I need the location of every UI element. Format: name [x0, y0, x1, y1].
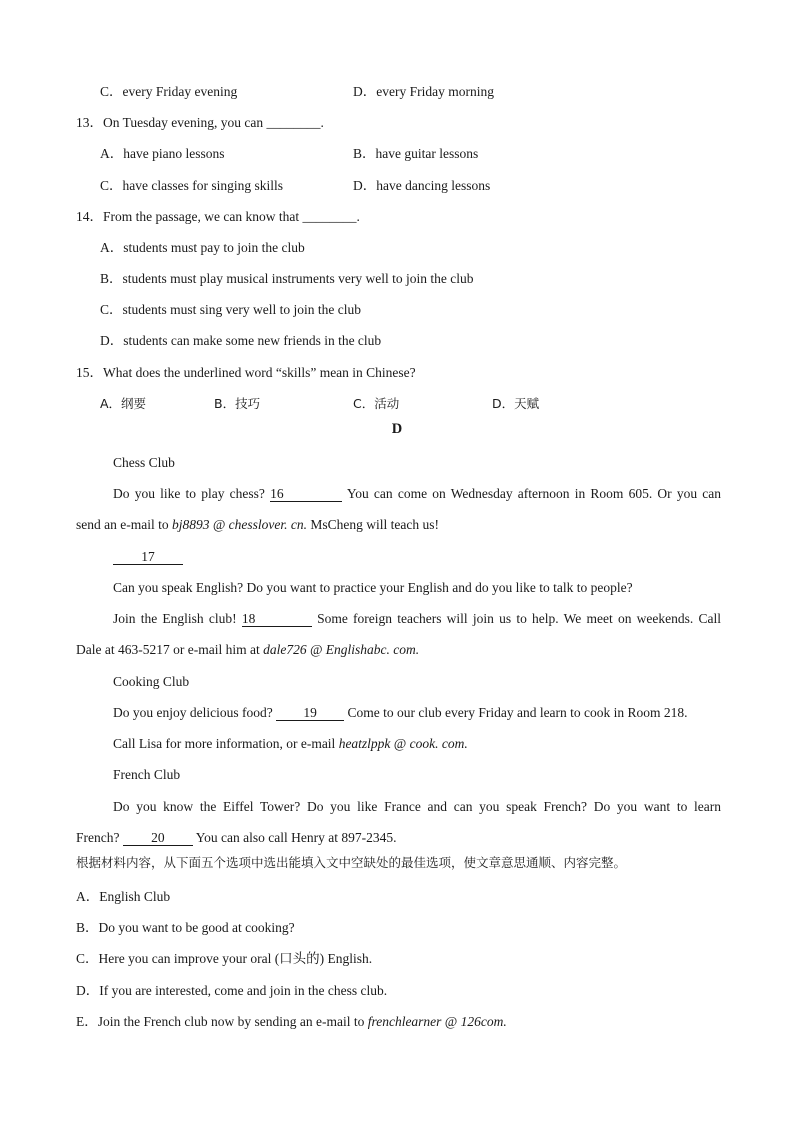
option-a: A．English Club [76, 889, 171, 904]
cooking-club-heading: Cooking Club [113, 674, 190, 689]
blank-19: 19 [276, 705, 344, 721]
english-club-line-1: Can you speak English? Do you want to practice your English and do you like to talk to people? [113, 580, 633, 595]
option-e: E．Join the French club now by sending an e-mail to frenchlearner @ 126com. [76, 1014, 507, 1029]
chess-club-heading: Chess Club [113, 455, 175, 470]
cooking-club-email: heatzlppk @ cook. com. [338, 736, 468, 751]
french-club-line-1: Do you know the Eiffel Tower? Do you like France and can you speak French? Do you want to learn [113, 799, 721, 814]
q15-option-a: A．纲要 [100, 396, 147, 411]
option-c: C．Here you can improve your oral (口头的) English. [76, 951, 373, 966]
q13-option-b: B．have guitar lessons [353, 146, 479, 161]
chess-club-line-2: send an e-mail to bj8893 @ chesslover. cn. MsCheng will teach us! [76, 517, 439, 532]
blank-17-line [113, 548, 183, 566]
french-club-heading: French Club [113, 767, 181, 782]
blank-16: 16 [270, 486, 342, 502]
french-club-email: frenchlearner @ 126com. [367, 1014, 507, 1029]
cooking-club-line-1: Do you enjoy delicious food? 19 Come to our club every Friday and learn to cook in Room 218. [113, 705, 688, 720]
q13-option-c: C．have classes for singing skills [100, 178, 283, 193]
q14-option-d: D．students can make some new friends in the club [100, 333, 382, 348]
option-b: B．Do you want to be good at cooking? [76, 920, 295, 935]
q12-option-c: C．every Friday evening [100, 84, 238, 99]
q15-option-b: B．技巧 [214, 396, 261, 411]
q13-option-d: D．have dancing lessons [353, 178, 491, 193]
english-club-email: dale726 @ Englishabc. com. [263, 642, 420, 657]
blank-17: 17 [113, 549, 183, 565]
english-club-line-2: Join the English club! 18 Some foreign teachers will join us to help. We meet on weekends. Call [113, 611, 721, 626]
section-title: D [391, 421, 403, 437]
q12-option-d: D．every Friday morning [353, 84, 494, 99]
q14-stem: 14．From the passage, we can know that ________. [76, 209, 360, 224]
blank-18: 18 [242, 611, 312, 627]
cooking-club-line-2: Call Lisa for more information, or e-mail heatzlppk @ cook. com. [113, 736, 468, 751]
instruction: 根据材料内容，从下面五个选项中选出能填入文中空缺处的最佳选项，使文章意思通顺、内容完整。 [76, 855, 627, 870]
q14-option-c: C．students must sing very well to join the club [100, 302, 361, 317]
q14-option-a: A．students must pay to join the club [100, 240, 305, 255]
q15-stem: 15．What does the underlined word “skills” mean in Chinese? [76, 365, 416, 380]
q14-option-b: B．students must play musical instruments very well to join the club [100, 271, 474, 286]
blank-20: 20 [123, 830, 193, 846]
q15-option-d: D．天赋 [492, 396, 540, 411]
q13-stem: 13．On Tuesday evening, you can ________. [76, 115, 324, 130]
chess-club-email: bj8893 @ chesslover. cn. [171, 517, 308, 532]
q13-option-a: A．have piano lessons [100, 146, 225, 161]
french-club-line-2: French? 20 You can also call Henry at 897-2345. [76, 830, 397, 845]
english-club-line-3: Dale at 463-5217 or e-mail him at dale726 @ Englishabc. com. [76, 642, 420, 657]
chess-club-line-1: Do you like to play chess? 16 You can come on Wednesday afternoon in Room 605. Or you can [113, 486, 722, 501]
q15-option-c: C．活动 [353, 396, 400, 411]
option-d: D．If you are interested, come and join in the chess club. [76, 983, 388, 998]
